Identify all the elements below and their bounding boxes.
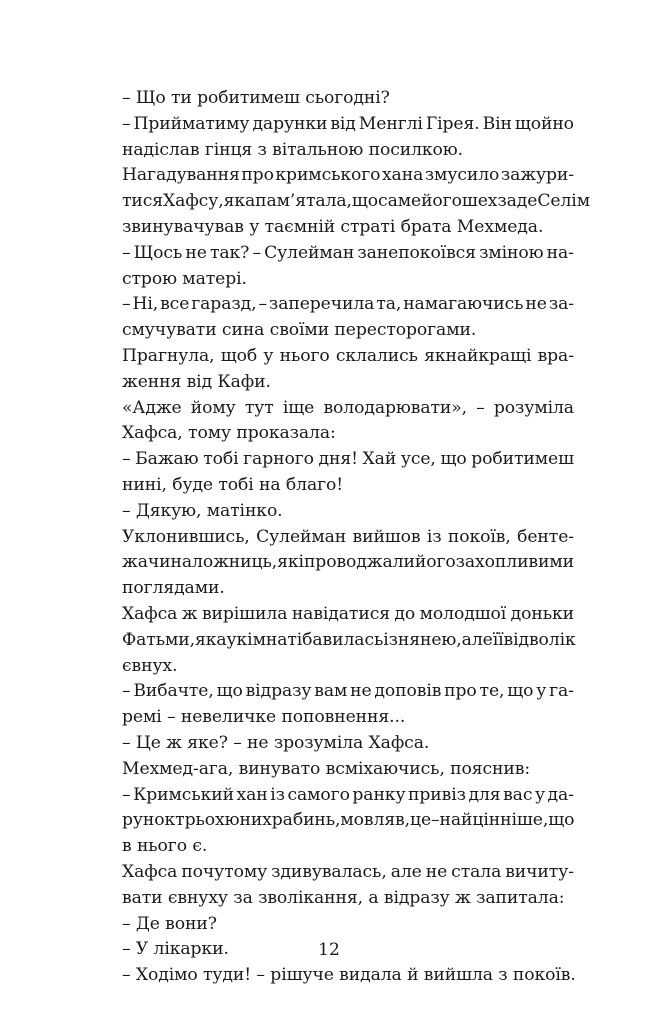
text-line: жачи наложниць, які проводжали його захопливими <box>122 552 574 573</box>
text-line: надіслав гінця з вітальною посилкою. <box>122 139 464 160</box>
text-line: Хафса почутому здивувалась, але не стала вичиту- <box>122 861 574 882</box>
text-line: «Адже йому тут іще володарювати», – розуміла <box>122 397 574 418</box>
text-line: Хафса ж вирішила навідатися до молодшої доньки <box>122 603 574 624</box>
text-line: рунок трьох юних рабинь, мовляв, це – найцінніше, що <box>122 810 575 831</box>
text-line: звинувачував у таємній страті брата Мехмеда. <box>122 216 544 237</box>
text-line: ження від Кафи. <box>122 371 271 392</box>
text-line: – Ні, все гаразд, – заперечила та, намагаючись не за- <box>122 294 574 315</box>
text-line: – Дякую, матінко. <box>122 500 283 521</box>
text-line: – Щось не так? – Сулейман занепокоївся зміною на- <box>122 242 574 263</box>
text-line: вати євнуху за зволікання, а відразу ж запитала: <box>122 887 565 908</box>
text-line: євнух. <box>122 655 178 676</box>
page-number: 12 <box>318 940 340 960</box>
text-line: тися Хафсу, яка пам’ятала, що саме його шехзаде Селім <box>122 191 590 212</box>
text-line: смучувати сина своїми пересторогами. <box>122 320 477 341</box>
text-line: поглядами. <box>122 578 225 599</box>
text-line: Уклонившись, Сулейман вийшов із покоїв, бенте- <box>122 526 574 547</box>
text-line: в нього є. <box>122 836 208 857</box>
text-line: Мехмед-ага, винувато всміхаючись, пояснив: <box>122 758 531 779</box>
text-line: нині, буде тобі на благо! <box>122 474 344 495</box>
text-line: Хафса, тому проказала: <box>122 423 336 444</box>
text-line: – Це ж яке? – не зрозуміла Хафса. <box>122 732 430 753</box>
text-line: ремі – невеличке поповнення... <box>122 707 406 728</box>
text-line: – У лікарки. <box>122 939 229 960</box>
page-body <box>122 86 590 989</box>
text-line: Фатьми, яка у кімнаті бавилась із нянею, але її відволік <box>122 629 576 650</box>
text-line: – Ходімо туди! – рішуче видала й вийшла з покоїв. <box>122 965 576 986</box>
text-line: – Де вони? <box>122 913 217 934</box>
text-line: Прагнула, щоб у нього склались якнайкращі вра- <box>122 345 574 366</box>
text-line: – Кримський хан із самого ранку привіз для вас у да- <box>122 784 574 805</box>
text-line: Нагадування про кримського хана змусило зажури- <box>122 165 574 186</box>
text-line: строю матері. <box>122 268 247 289</box>
text-line: – Що ти робитимеш сьогодні? <box>122 88 390 108</box>
text-line: – Вибачте, що відразу вам не доповів про те, що у га- <box>122 681 574 702</box>
text-line: – Бажаю тобі гарного дня! Хай усе, що робитимеш <box>122 449 574 470</box>
text-line: – Прийматиму дарунки від Менглі Гірея. Він щойно <box>122 113 574 134</box>
